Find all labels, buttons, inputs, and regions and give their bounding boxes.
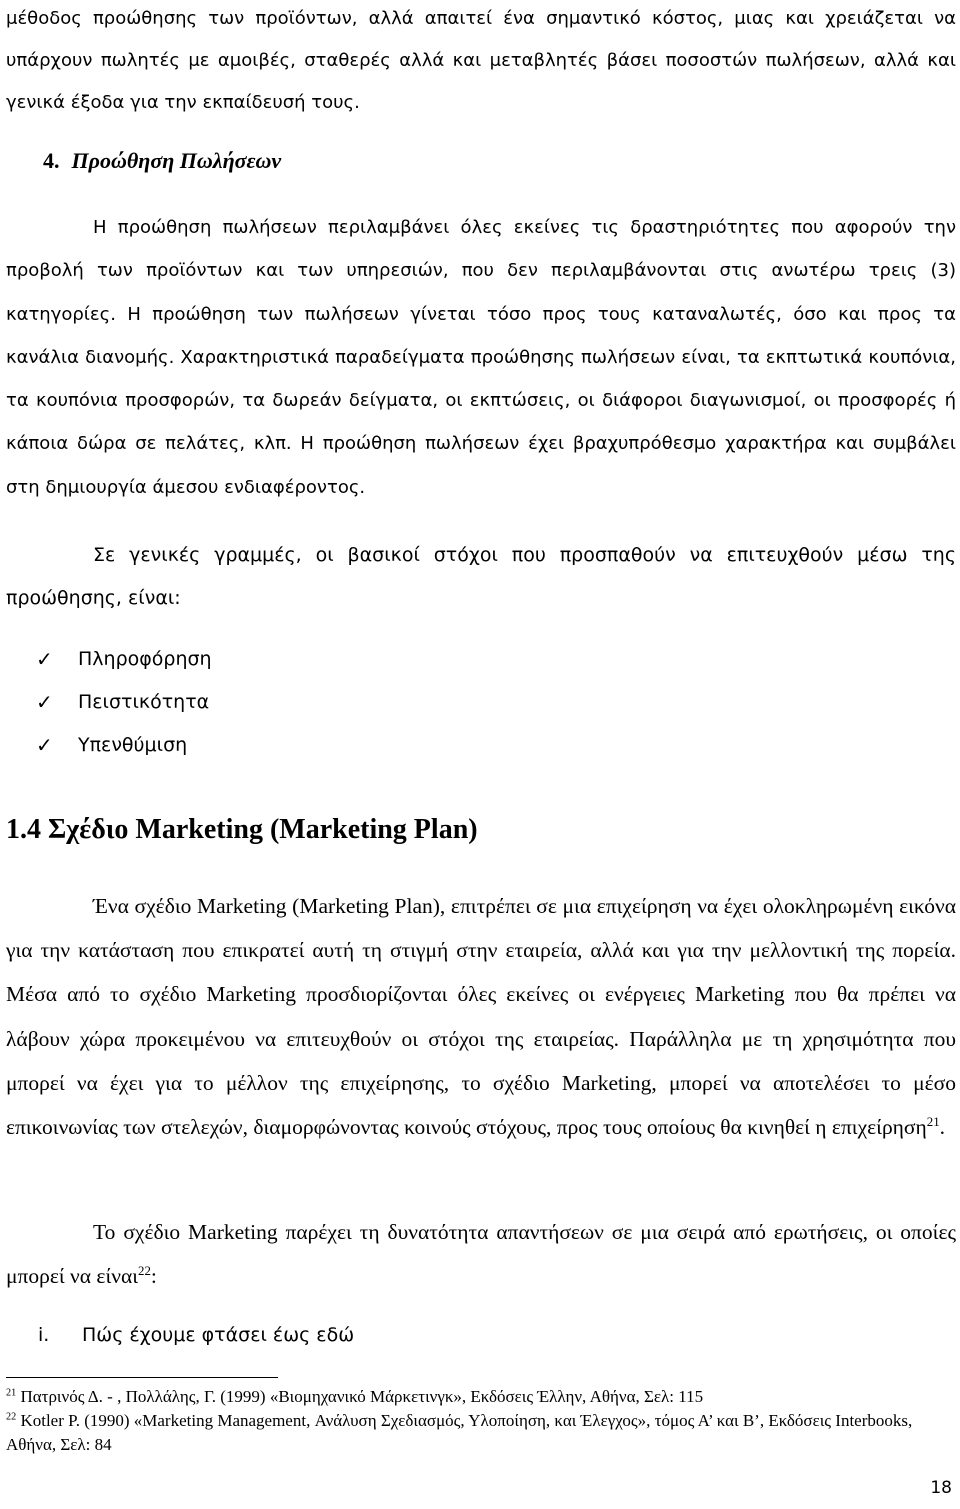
list-item <box>36 638 212 681</box>
footnote-21 <box>6 1385 956 1409</box>
list-item <box>36 724 212 767</box>
intro-paragraph: μέθοδος προώθησης των προϊόντων, αλλά απαιτεί ένα σημαντικό κόστος, μιας και χρειάζεται να υπάρχουν πωλητές με αμοιβές, σταθερές αλλά και μεταβλητές βάσει ποσοστών πωλήσεων, αλλά και γενικά έξοδα για την εκπαίδευσή τους. <box>6 8 956 113</box>
section-heading <box>6 814 478 846</box>
question-text: Πώς έχουμε φτάσει έως εδώ <box>82 1324 355 1346</box>
intro-paragraph-block <box>6 0 956 124</box>
checkmark-icon: ✓ <box>36 647 53 671</box>
goals-list <box>36 638 212 767</box>
goals-intro-block <box>6 534 956 621</box>
promotion-paragraph-block <box>6 206 956 509</box>
marketing-plan-paragraph-text: Ένα σχέδιο Marketing (Marketing Plan), επιτρέπει σε μια επιχείρηση να έχει ολοκληρωμένη εικόνα για την κατάσταση που επικρατεί αυτή τη στιγμή στην εταιρεία, αλλά και για την μελλοντική της πορεία. Μέσα από το σχέδιο Marketing προσδιορίζονται όλες εκείνες οι ενέργειες Marketing που θα πρέπει να λάβουν χώρα προκειμένου να επιτευχθούν οι στόχοι της εταιρείας. Παράλληλα με τη χρησιμότητα που μπορεί να έχει για το μέλλον της επιχείρησης, το σχέδιο Marketing, μπορεί να αποτελέσει το μέσο επικοινωνίας των στελεχών, διαμορφώνοντας κοινούς στόχους, προς τους οποίους θα κινηθεί η επιχείρηση <box>6 894 956 1140</box>
footnote-22 <box>6 1409 956 1457</box>
footnotes <box>6 1385 956 1457</box>
questions-paragraph-text: Το σχέδιο Marketing παρέχει τη δυνατότητα απαντήσεων σε μια σειρά από ερωτήσεις, οι οποίες μπορεί να είναι <box>6 1220 956 1289</box>
footnote-number: 21 <box>6 1387 17 1399</box>
section-number: 1.4 <box>6 814 41 845</box>
section-title: Σχέδιο Marketing (Marketing Plan) <box>48 814 478 845</box>
goals-intro: Σε γενικές γραμμές, οι βασικοί στόχοι που προσπαθούν να επιτευχθούν μέσω της προώθησης, είναι: <box>6 544 956 610</box>
page-number: 18 <box>930 1478 952 1498</box>
questions-paragraph <box>6 1210 956 1298</box>
list-item <box>36 681 212 724</box>
checkmark-icon: ✓ <box>36 733 53 757</box>
questions-paragraph-end: : <box>150 1264 157 1289</box>
marketing-plan-paragraph-block <box>6 884 956 1149</box>
checkmark-icon: ✓ <box>36 690 53 714</box>
promotion-paragraph: Η προώθηση πωλήσεων περιλαμβάνει όλες εκείνες τις δραστηριότητες που αφορούν την προβολή των προϊόντων και των υπηρεσιών, που δεν περιλαμβάνονται στις ανωτέρω τρεις (3) κατηγορίες. Η προώθηση των πωλήσεων γίνεται τόσο προς τους καταναλωτές, όσο και προς τα κανάλια διανομής. Χαρακτηριστικά παραδείγματα προώθησης πωλήσεων είναι, τα εκπτωτικά κουπόνια, τα κουπόνια προσφορών, τα δωρεάν δείγματα, οι εκπτώσεις, οι διάφοροι διαγωνισμοί, οι προσφορές ή κάποια δώρα σε πελάτες, κλπ. Η προώθηση πωλήσεων έχει βραχυπρόθεσμο χαρακτήρα και συμβάλει στη δημιουργία άμεσου ενδιαφέροντος. <box>6 217 956 498</box>
promotion-heading-number: 4. <box>43 148 60 173</box>
goal-label: Πληροφόρηση <box>78 648 212 670</box>
roman-numeral-marker: i. <box>38 1324 50 1346</box>
promotion-heading <box>43 148 281 174</box>
goal-label: Υπενθύμιση <box>78 734 188 756</box>
footnote-ref-22[interactable]: 22 <box>138 1264 151 1279</box>
marketing-plan-paragraph-end: . <box>939 1115 946 1140</box>
promotion-heading-title: Προώθηση Πωλήσεων <box>71 148 282 173</box>
footnote-ref-21[interactable]: 21 <box>926 1114 940 1129</box>
footnote-text: Kotler P. (1990) «Marketing Management, Ανάλυση Σχεδιασμός, Υλοποίηση, και Έλεγχος», τόμος Α’ και Β’, Εκδόσεις Interbooks, Αθήνα, Σελ: 84 <box>6 1411 913 1454</box>
footnote-text: Πατρινός Δ. - , Πολλάλης, Γ. (1999) «Βιομηχανικό Μάρκετινγκ», Εκδόσεις Έλλην, Αθήνα, Σελ: 115 <box>20 1387 704 1406</box>
question-list-item <box>38 1324 354 1346</box>
marketing-plan-paragraph <box>6 884 956 1149</box>
goal-label: Πειστικότητα <box>78 691 210 713</box>
footnote-separator <box>6 1377 278 1378</box>
footnote-number: 22 <box>6 1411 17 1423</box>
questions-paragraph-block <box>6 1210 956 1298</box>
